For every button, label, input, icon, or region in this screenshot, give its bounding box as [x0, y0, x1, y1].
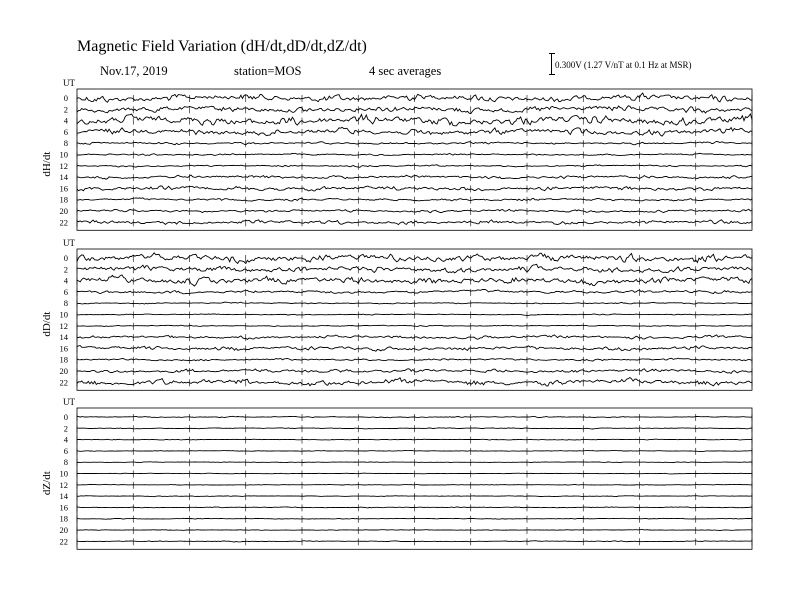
row-label: 2: [63, 104, 68, 115]
ut-label: UT: [63, 78, 75, 88]
scale-note: 0.300V (1.27 V/nT at 0.1 Hz at MSR): [555, 60, 692, 70]
row-label: 2: [63, 423, 68, 434]
row-label: 12: [59, 479, 68, 490]
row-label: 16: [59, 343, 68, 354]
row-label: 6: [63, 445, 68, 456]
row-label: 4: [63, 115, 68, 126]
row-label: 6: [63, 286, 68, 297]
row-label: 0: [63, 93, 68, 103]
row-label: 10: [59, 468, 68, 479]
row-label: 20: [59, 366, 68, 376]
row-label: 22: [59, 377, 68, 388]
row-label: 0: [63, 253, 68, 263]
row-label: 12: [59, 320, 68, 331]
row-label: 10: [59, 309, 68, 320]
station-label: station=MOS: [234, 64, 302, 78]
row-label: 20: [59, 206, 68, 216]
row-label: 8: [63, 457, 68, 468]
row-label: 10: [59, 149, 68, 160]
row-label: 4: [63, 275, 68, 286]
row-label: 20: [59, 525, 68, 535]
data-trace: [77, 462, 752, 463]
panel-ylabel: dH/dt: [41, 151, 53, 177]
data-trace: [77, 484, 752, 485]
averages-label: 4 sec averages: [369, 64, 442, 78]
date-label: Nov.17, 2019: [100, 64, 168, 78]
row-label: 22: [59, 217, 68, 228]
data-trace: [77, 507, 752, 508]
row-label: 14: [59, 332, 68, 343]
row-label: 4: [63, 434, 68, 445]
row-label: 6: [63, 126, 68, 137]
row-label: 8: [63, 298, 68, 309]
row-label: 16: [59, 183, 68, 194]
row-label: 14: [59, 172, 68, 183]
row-label: 14: [59, 491, 68, 502]
ut-label: UT: [63, 397, 75, 407]
row-label: 2: [63, 264, 68, 275]
row-label: 22: [59, 536, 68, 547]
row-label: 18: [59, 354, 68, 365]
ut-label: UT: [63, 238, 75, 248]
chart-title: Magnetic Field Variation (dH/dt,dD/dt,dZ/dt): [77, 38, 367, 55]
row-label: 18: [59, 513, 68, 524]
row-label: 0: [63, 412, 68, 422]
row-label: 12: [59, 160, 68, 171]
row-label: 16: [59, 502, 68, 513]
panel-ylabel: dZ/dt: [41, 471, 53, 496]
panel-ylabel: dD/dt: [41, 311, 53, 337]
row-label: 18: [59, 194, 68, 205]
data-trace: [77, 451, 752, 452]
row-label: 8: [63, 138, 68, 149]
